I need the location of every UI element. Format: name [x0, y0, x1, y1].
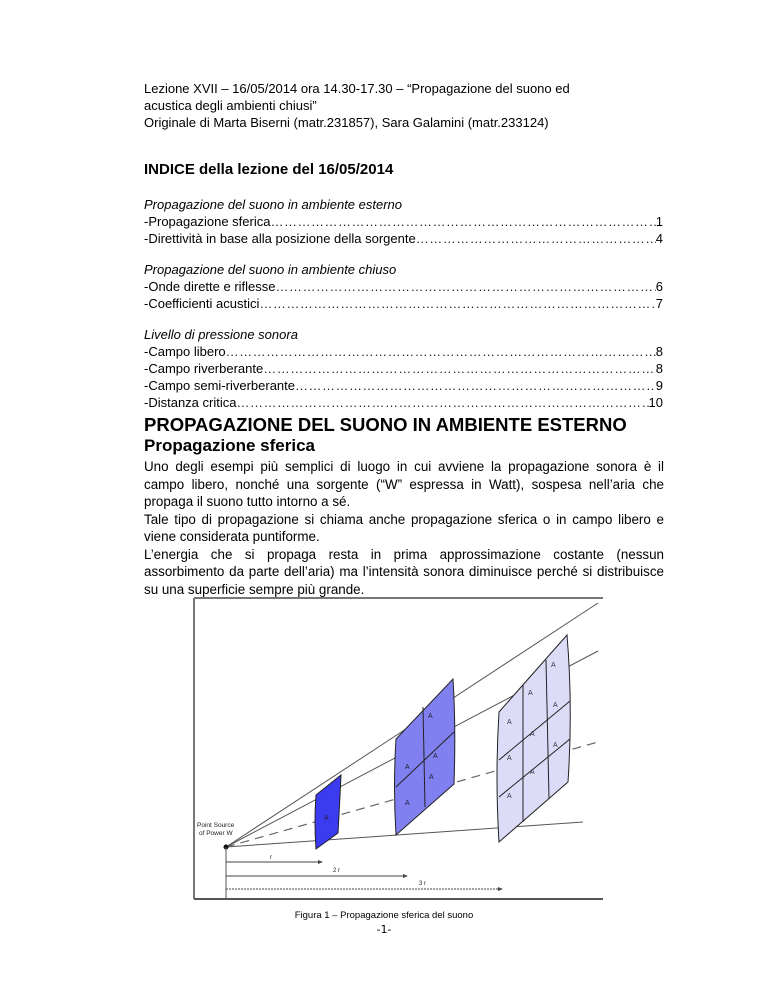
svg-text:A: A	[429, 774, 434, 781]
index-title: INDICE della lezione del 16/05/2014	[144, 161, 394, 178]
toc-item[interactable]	[144, 213, 663, 230]
paragraph: Tale tipo di propagazione si chiama anche propagazione sferica o in campo libero e viene considerata puntiforme.	[144, 511, 664, 544]
toc-item-page: 8	[655, 361, 663, 376]
paragraph: L’energia che si propaga resta in prima approssimazione costante (nessun assorbimento da parte dell’aria) ma l’intensità sonora diminuisce perché si distribuisce su una superficie sempre più grande.	[144, 546, 664, 597]
svg-text:A: A	[551, 662, 556, 669]
toc-item-page: 4	[655, 231, 663, 246]
toc-leader-dots	[276, 278, 656, 295]
section-heading: PROPAGAZIONE DEL SUONO IN AMBIENTE ESTERNO	[144, 414, 627, 435]
toc-item-label: -Onde dirette e riflesse	[144, 279, 276, 294]
svg-text:A: A	[530, 731, 535, 738]
header-line-2: acustica degli ambienti chiusi”	[144, 98, 317, 113]
toc-item-page: 1	[655, 214, 663, 229]
toc-leader-dots	[270, 213, 655, 230]
body-text	[144, 458, 664, 598]
toc-leader-dots	[295, 377, 656, 394]
svg-text:A: A	[428, 713, 433, 720]
toc-leader-dots	[226, 343, 656, 360]
toc-item-label: -Propagazione sferica	[144, 214, 271, 229]
toc-item[interactable]	[144, 394, 663, 411]
toc-item[interactable]	[144, 360, 663, 377]
header-line-3: Originale di Marta Biserni (matr.231857), Sara Galamini (matr.233124)	[144, 115, 549, 130]
toc-item[interactable]	[144, 278, 663, 295]
page-number: -1-	[376, 923, 392, 936]
toc-item-label: -Direttività in base alla posizione della sorgente	[144, 231, 416, 246]
subsection-heading: Propagazione sferica	[144, 436, 316, 455]
toc-item[interactable]	[144, 377, 663, 394]
toc-item-page: 10	[648, 395, 663, 410]
toc-section-3	[144, 326, 663, 411]
toc-section-title: Livello di pressione sonora	[144, 327, 298, 342]
toc-item[interactable]	[144, 343, 663, 360]
distance-r: r	[270, 855, 272, 861]
svg-text:A: A	[405, 764, 410, 771]
paragraph: Uno degli esempi più semplici di luogo in cui avviene la propagazione sonora è il campo libero, nonché una sorgente (“W” espressa in Watt), sospesa nell’aria che propaga il suono tutto intorno a sé.	[144, 459, 664, 509]
toc-item-label: -Campo libero	[144, 344, 226, 359]
svg-text:A: A	[405, 800, 410, 807]
toc-item-page: 9	[655, 378, 663, 393]
toc-item[interactable]	[144, 295, 663, 312]
svg-text:A: A	[553, 702, 558, 709]
toc-section-1	[144, 196, 663, 247]
toc-item-label: -Coefficienti acustici	[144, 296, 260, 311]
svg-text:A: A	[528, 690, 533, 697]
figure-caption: Figura 1 – Propagazione sferica del suono	[294, 910, 474, 921]
toc-item[interactable]	[144, 230, 663, 247]
svg-text:A: A	[433, 753, 438, 760]
toc-leader-dots	[416, 230, 656, 247]
distance-3r: 3 r	[419, 881, 427, 887]
toc-item-label: -Campo riverberante	[144, 361, 264, 376]
svg-text:A: A	[553, 742, 558, 749]
toc-section-title: Propagazione del suono in ambiente chiuso	[144, 262, 397, 277]
toc-section-2	[144, 261, 663, 312]
toc-item-page: 7	[655, 296, 663, 311]
distance-2r: 2 r	[333, 868, 341, 874]
toc-leader-dots	[263, 360, 656, 377]
toc-leader-dots	[236, 394, 648, 411]
toc-item-page: 6	[655, 279, 663, 294]
toc-item-label: -Campo semi-riverberante	[144, 378, 295, 393]
svg-text:A: A	[507, 793, 512, 800]
lesson-header	[144, 80, 664, 131]
toc-section-title: Propagazione del suono in ambiente esterno	[144, 197, 403, 212]
cell-label: A	[324, 815, 329, 822]
svg-text:A: A	[530, 769, 535, 776]
svg-text:of Power W: of Power W	[199, 830, 233, 837]
header-line-1: Lezione XVII – 16/05/2014 ora 14.30-17.30 – “Propagazione del suono ed	[144, 81, 570, 96]
svg-text:A: A	[507, 719, 512, 726]
spherical-propagation-figure	[193, 597, 604, 900]
toc-leader-dots	[259, 295, 655, 312]
svg-text:A: A	[507, 755, 512, 762]
toc-item-label: -Distanza critica	[144, 395, 237, 410]
toc-item-page: 8	[655, 344, 663, 359]
source-label: Point Source	[197, 822, 235, 829]
